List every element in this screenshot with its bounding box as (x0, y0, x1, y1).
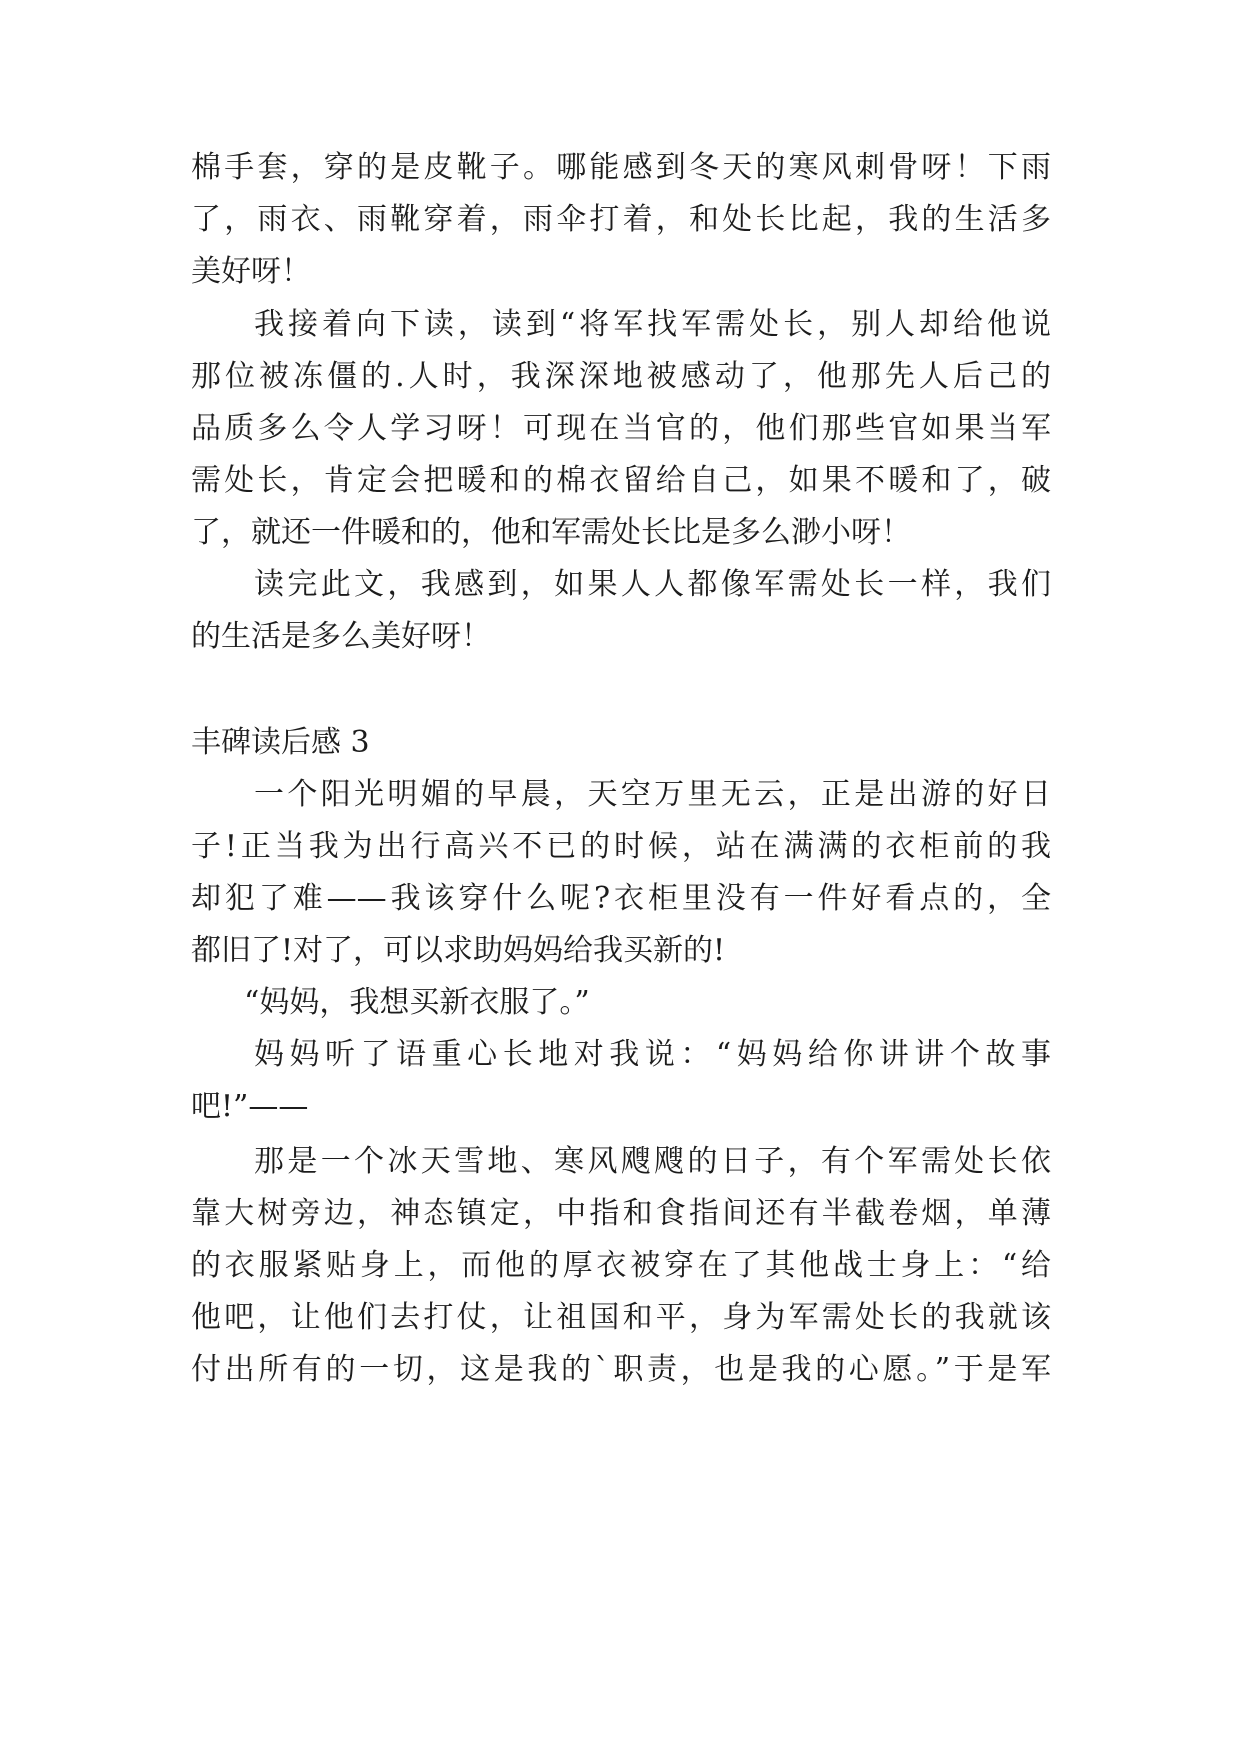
paragraph-line: 子!正当我为出行高兴不已的时候，站在满满的衣柜前的我 (191, 829, 1051, 864)
paragraph-line: 需处长，肯定会把暖和的棉衣留给自己，如果不暖和了，破 (191, 463, 1051, 498)
paragraph-line: 我接着向下读，读到“将军找军需处长，别人却给他说 (254, 307, 1051, 342)
paragraph-line: 都旧了!对了，可以求助妈妈给我买新的! (191, 933, 726, 968)
paragraph-line: 妈妈听了语重心长地对我说：“妈妈给你讲讲个故事 (254, 1037, 1051, 1072)
paragraph-line: 的生活是多么美好呀！ (191, 619, 491, 654)
paragraph-line: 靠大树旁边，神态镇定，中指和食指间还有半截卷烟，单薄 (191, 1196, 1051, 1231)
paragraph-line: 了，就还一件暖和的，他和军需处长比是多么渺小呀！ (191, 515, 911, 550)
paragraph-line: 棉手套，穿的是皮靴子。哪能感到冬天的寒风刺骨呀！下雨 (191, 150, 1051, 185)
paragraph-line: 他吧，让他们去打仗，让祖国和平，身为军需处长的我就该 (191, 1300, 1051, 1335)
paragraph-line: 品质多么令人学习呀！可现在当官的，他们那些官如果当军 (191, 411, 1051, 446)
paragraph-line: 美好呀！ (191, 254, 311, 289)
paragraph-line: 一个阳光明媚的早晨，天空万里无云，正是出游的好日 (254, 777, 1051, 812)
section-title: 丰碑读后感 3 (191, 725, 370, 760)
paragraph-line: 付出所有的一切，这是我的`职责，也是我的心愿。”于是军 (191, 1352, 1051, 1387)
paragraph-line: 了，雨衣、雨靴穿着，雨伞打着，和处长比起，我的生活多 (191, 202, 1051, 237)
paragraph-line: 吧!”—— (191, 1089, 309, 1124)
paragraph-line: 却犯了难——我该穿什么呢?衣柜里没有一件好看点的，全 (191, 881, 1051, 916)
paragraph-line: 读完此文，我感到，如果人人都像军需处长一样，我们 (254, 567, 1051, 602)
paragraph-line: 那位被冻僵的.人时，我深深地被感动了，他那先人后己的 (191, 359, 1051, 394)
paragraph-line: 那是一个冰天雪地、寒风飕飕的日子，有个军需处长依 (254, 1144, 1051, 1179)
paragraph-line: 的衣服紧贴身上，而他的厚衣被穿在了其他战士身上：“给 (191, 1248, 1051, 1283)
paragraph-line: “妈妈，我想买新衣服了。” (244, 985, 590, 1020)
